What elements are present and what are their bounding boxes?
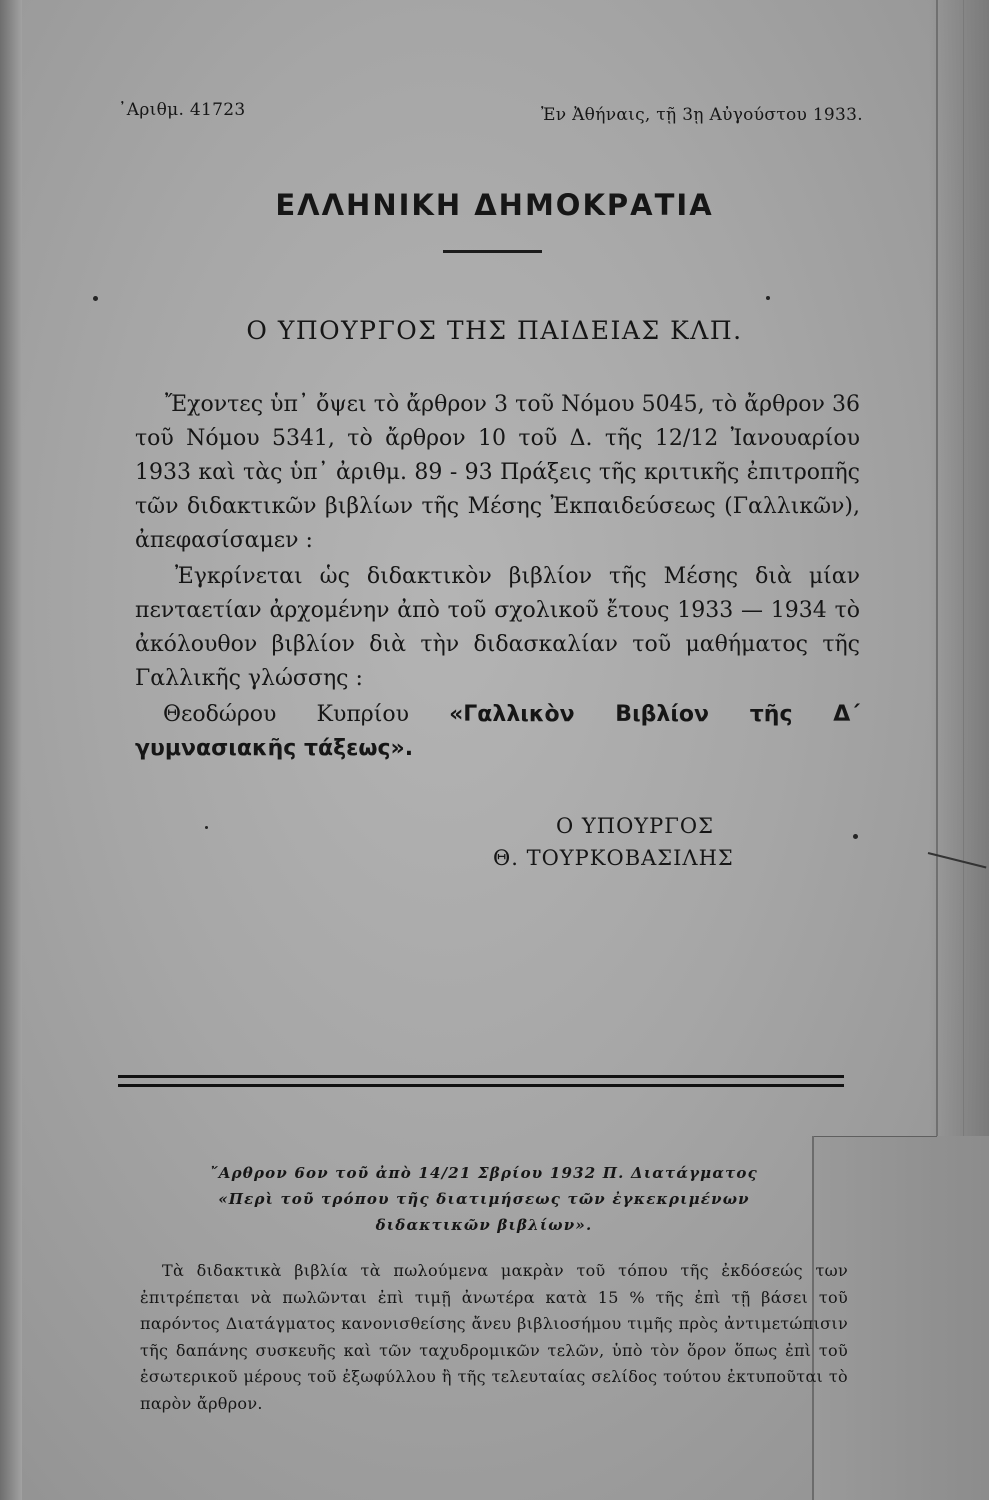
section-divider-bottom (118, 1084, 844, 1087)
book-author: Θεοδώρου Κυπρίου (163, 702, 450, 727)
paragraph-considering: Ἔχοντες ὑπ᾿ ὄψει τὸ ἄρθρον 3 τοῦ Νόμου 5045, τὸ ἄρθρον 36 τοῦ Νόμου 5341, τὸ ἄρθρον 10 τοῦ Δ. τῆς 12/12 Ἰανουαρίου 1933 καὶ τὰς ὑπ᾿ ἀριθμ. 89 - 93 Πράξεις τῆς κριτικῆς ἐπιτροπῆς τῶν διδακτικῶν βιβλίων τῆς Μέσης Ἐκπαιδεύσεως (Γαλλικῶν), ἀπεφασίσαμεν : (135, 392, 860, 553)
section-divider-top (118, 1075, 844, 1078)
article-heading-line: διδακτικῶν βιβλίων». (375, 1216, 593, 1234)
document-number: ᾿Αριθμ. 41723 (118, 100, 246, 120)
place-date: Ἐν Ἀθήναις, τῇ 3ῃ Αὐγούστου 1933. (540, 105, 863, 125)
paragraph-approval: Ἐγκρίνεται ὡς διδακτικὸν βιβλίον τῆς Μέσης διὰ μίαν πενταετίαν ἀρχομένην ἀπὸ τοῦ σχολικοῦ ἔτους 1933 — 1934 τὸ ἀκόλουθον βιβλίον διὰ τὴν διδασκαλίαν τοῦ μαθήματος τῆς Γαλλικῆς γλώσσης : (135, 564, 860, 691)
minister-heading: Ο ΥΠΟΥΡΓΟΣ ΤΗΣ ΠΑΙΔΕΙΑΣ ΚΛΠ. (246, 316, 743, 345)
signature-title: Ο ΥΠΟΥΡΓΟΣ (556, 814, 714, 838)
article-heading (120, 1160, 848, 1238)
signature-name: Θ. ΤΟΥΡΚΟΒΑΣΙΛΗΣ (493, 846, 734, 870)
article-body: Τὰ διδακτικὰ βιβλία τὰ πωλούμενα μακρὰν τοῦ τόπου τῆς ἐκδόσεώς των ἐπιτρέπεται νὰ πωλῶνται ἐπὶ τιμῇ ἀνωτέρα κατὰ 15 % τῆς ἐπὶ τῇ βάσει τοῦ παρόντος Διατάγματος κανονισθείσης ἄνευ βιβλιοσήμου τιμῆς πρὸς ἀντιμετώπισιν τῆς δαπάνης συσκευῆς καὶ τῶν ταχυδρομικῶν τελῶν, ὑπὸ τὸν ὅρον ὅπως ἐπὶ τοῦ ἐσωτερικοῦ μέρους τοῦ ἐξωφύλλου ἢ τῆς τελευταίας σελίδος τούτου ἐκτυποῦται τὸ παρὸν ἄρθρον. (140, 1261, 848, 1413)
ink-speck (205, 826, 208, 829)
paragraph-book (135, 698, 860, 766)
document-header (118, 100, 863, 134)
republic-heading: ΕΛΛΗΝΙΚΗ ΔΗΜΟΚΡΑΤΙΑ (275, 188, 714, 222)
patch-edge (813, 1136, 937, 1137)
article-heading-line: «Περὶ τοῦ τρόπου τῆς διατιμήσεως τῶν ἐγκεκριμένων (218, 1190, 750, 1208)
ink-speck (766, 296, 770, 300)
article-heading-line: ῎Αρθρον 6ον τοῦ ἀπὸ 14/21 Σβρίου 1932 Π. Διατάγματος (210, 1164, 758, 1182)
ink-speck (93, 296, 98, 301)
heading-divider (443, 250, 542, 253)
ink-speck (853, 834, 858, 839)
book-title: «Γαλλικὸν Βιβλίον τῆς Δ΄ γυμνασιακῆς τάξεως». (135, 702, 860, 761)
page-edge-shadow (0, 0, 22, 1500)
